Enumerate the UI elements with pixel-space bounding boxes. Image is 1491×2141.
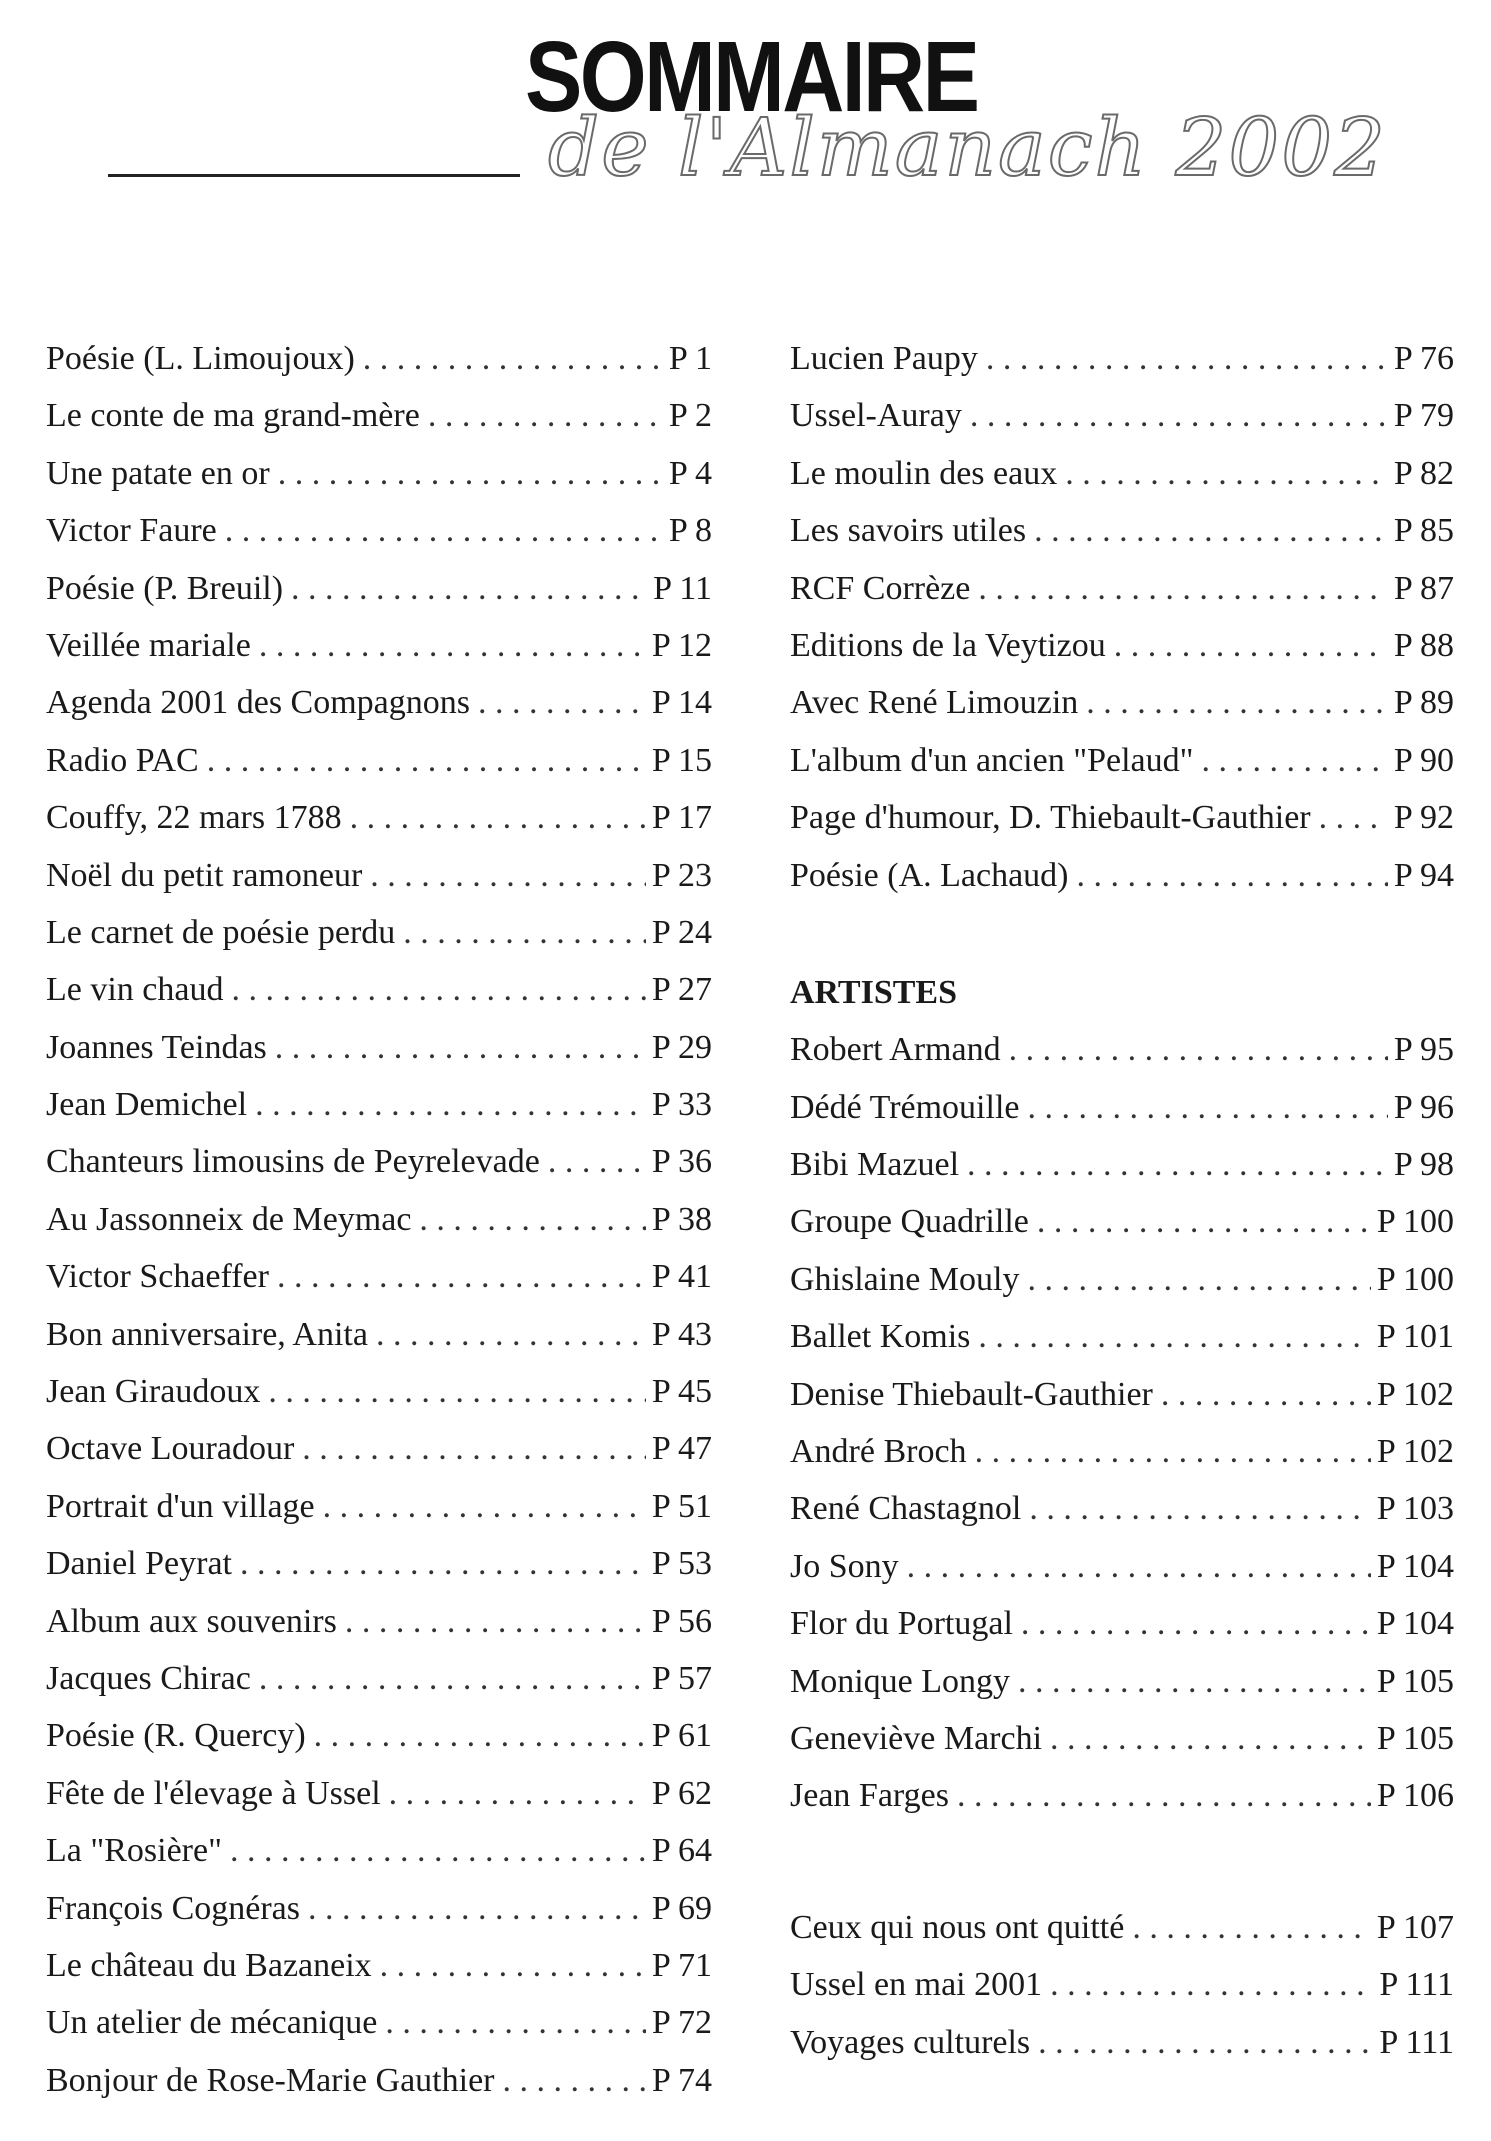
toc-entry-title: Un atelier de mécanique bbox=[46, 2004, 378, 2042]
toc-entry bbox=[46, 1306, 712, 1363]
toc-entry bbox=[790, 617, 1454, 674]
toc-entry-title: Monique Longy bbox=[790, 1662, 1011, 1700]
dot-leader bbox=[363, 330, 663, 387]
toc-final-list bbox=[790, 1899, 1454, 2071]
toc-entry-title: Robert Armand bbox=[790, 1031, 1001, 1069]
toc-entry bbox=[46, 1880, 712, 1937]
toc-entry bbox=[790, 1956, 1454, 2013]
toc-entry-page: P 29 bbox=[651, 1028, 712, 1066]
page-title: SOMMAIRE bbox=[525, 21, 978, 133]
dot-leader bbox=[1050, 1710, 1371, 1767]
toc-entry-page: P 27 bbox=[651, 971, 712, 1009]
toc-entry-title: Le conte de ma grand-mère bbox=[46, 397, 420, 435]
toc-entry-title: Portrait d'un village bbox=[46, 1487, 315, 1525]
toc-entry-title: Ghislaine Mouly bbox=[790, 1260, 1020, 1298]
toc-entry-page: P 64 bbox=[651, 1832, 712, 1870]
toc-entry-title: Victor Schaeffer bbox=[46, 1258, 269, 1296]
toc-entry bbox=[46, 445, 712, 502]
toc-entry-title: Au Jassonneix de Meymac bbox=[46, 1200, 412, 1238]
toc-entry-page: P 23 bbox=[651, 856, 712, 894]
toc-entry bbox=[790, 330, 1454, 387]
toc-entry bbox=[46, 1650, 712, 1707]
toc-entry-title: Une patate en or bbox=[46, 454, 270, 492]
toc-entry-title: Poésie (P. Breuil) bbox=[46, 569, 284, 607]
toc-entry-page: P 53 bbox=[651, 1545, 712, 1583]
toc-entry-page: P 105 bbox=[1376, 1719, 1454, 1757]
toc-entry bbox=[46, 1191, 712, 1248]
dot-leader bbox=[1029, 1480, 1371, 1537]
dot-leader bbox=[1161, 1366, 1371, 1423]
toc-entry-title: Le moulin des eaux bbox=[790, 454, 1058, 492]
toc-entry bbox=[790, 1538, 1454, 1595]
toc-entry-title: Noël du petit ramoneur bbox=[46, 856, 363, 894]
dot-leader bbox=[1037, 1193, 1371, 1250]
toc-entry-page: P 96 bbox=[1393, 1088, 1454, 1126]
toc-entry-title: Ceux qui nous ont quitté bbox=[790, 1908, 1125, 1946]
toc-entry-title: Fête de l'élevage à Ussel bbox=[46, 1774, 381, 1812]
toc-entry-title: Denise Thiebault-Gauthier bbox=[790, 1375, 1153, 1413]
artists-heading: ARTISTES bbox=[790, 973, 957, 1011]
toc-entry-title: Jacques Chirac bbox=[46, 1659, 251, 1697]
toc-entry-title: Jo Sony bbox=[790, 1547, 899, 1585]
toc-entry-page: P 45 bbox=[651, 1373, 712, 1411]
dot-leader bbox=[428, 387, 663, 444]
dot-leader bbox=[970, 387, 1388, 444]
toc-entry bbox=[790, 1136, 1454, 1193]
toc-entry-title: La "Rosière" bbox=[46, 1832, 222, 1870]
toc-entry-title: Bon anniversaire, Anita bbox=[46, 1315, 368, 1353]
dot-leader bbox=[1077, 847, 1388, 904]
dot-leader bbox=[1065, 445, 1388, 502]
toc-entry-page: P 24 bbox=[651, 913, 712, 951]
toc-entry bbox=[790, 560, 1454, 617]
toc-entry-title: Flor du Portugal bbox=[790, 1605, 1013, 1643]
toc-entry-title: Le carnet de poésie perdu bbox=[46, 913, 396, 951]
dot-leader bbox=[1202, 732, 1388, 789]
toc-entry-title: François Cognéras bbox=[46, 1889, 301, 1927]
dot-leader bbox=[1027, 1079, 1387, 1136]
toc-entry bbox=[46, 2052, 712, 2109]
dot-leader bbox=[986, 330, 1388, 387]
dot-leader bbox=[1114, 617, 1388, 674]
toc-entry-page: P 2 bbox=[668, 397, 712, 435]
dot-leader bbox=[978, 1308, 1370, 1365]
dot-leader bbox=[478, 674, 646, 731]
toc-entry-page: P 47 bbox=[651, 1430, 712, 1468]
toc-entry bbox=[790, 732, 1454, 789]
toc-entry-title: RCF Corrèze bbox=[790, 569, 971, 607]
dot-leader bbox=[259, 1650, 646, 1707]
dot-leader bbox=[1132, 1899, 1371, 1956]
toc-entry-title: Les savoirs utiles bbox=[790, 512, 1027, 550]
toc-entry bbox=[46, 1707, 712, 1764]
dot-leader bbox=[230, 1822, 646, 1879]
toc-entry-title: Poésie (A. Lachaud) bbox=[790, 856, 1069, 894]
toc-entry-page: P 76 bbox=[1393, 340, 1454, 377]
toc-entry-page: P 61 bbox=[651, 1717, 712, 1755]
dot-leader bbox=[314, 1707, 646, 1764]
toc-entry-title: André Broch bbox=[790, 1433, 967, 1471]
toc-entry bbox=[790, 387, 1454, 444]
dot-leader bbox=[503, 2052, 646, 2109]
toc-entry bbox=[46, 560, 712, 617]
dot-leader bbox=[255, 1076, 646, 1133]
toc-entry-page: P 56 bbox=[651, 1602, 712, 1640]
dot-leader bbox=[380, 1937, 646, 1994]
toc-entry bbox=[790, 502, 1454, 559]
dot-leader bbox=[350, 789, 646, 846]
dot-leader bbox=[275, 1019, 646, 1076]
toc-entry bbox=[46, 1593, 712, 1650]
toc-entry-title: Veillée mariale bbox=[46, 626, 251, 664]
toc-entry-page: P 111 bbox=[1379, 1966, 1454, 2004]
toc-entry-title: Ussel-Auray bbox=[790, 397, 962, 435]
dot-leader bbox=[1319, 789, 1388, 846]
toc-entry bbox=[790, 1193, 1454, 1250]
toc-entry-title: Voyages culturels bbox=[790, 2023, 1031, 2061]
dot-leader bbox=[302, 1420, 646, 1477]
toc-entry-title: Poésie (L. Limoujoux) bbox=[46, 340, 355, 377]
dot-leader bbox=[1009, 1021, 1388, 1078]
toc-entry-title: Radio PAC bbox=[46, 741, 199, 779]
toc-entry bbox=[790, 1021, 1454, 1078]
dot-leader bbox=[323, 1478, 646, 1535]
page-subtitle: de l'Almanach 2002 bbox=[548, 101, 1388, 194]
toc-entry bbox=[790, 1595, 1454, 1652]
toc-entry bbox=[790, 1079, 1454, 1136]
toc-entry-page: P 8 bbox=[668, 512, 712, 550]
dot-leader bbox=[403, 904, 646, 961]
toc-entry-page: P 11 bbox=[653, 569, 712, 607]
toc-entry-page: P 71 bbox=[651, 1946, 712, 1984]
toc-entry-title: Ussel en mai 2001 bbox=[790, 1966, 1043, 2004]
toc-entry-page: P 100 bbox=[1376, 1203, 1454, 1241]
toc-entry bbox=[46, 1822, 712, 1879]
toc-entry-title: Geneviève Marchi bbox=[790, 1719, 1043, 1757]
toc-entry-page: P 85 bbox=[1393, 512, 1454, 550]
toc-entry-page: P 15 bbox=[651, 741, 712, 779]
toc-entry-title: Avec René Limouzin bbox=[790, 684, 1079, 722]
toc-entry bbox=[790, 1899, 1454, 1956]
toc-entry bbox=[790, 445, 1454, 502]
toc-entry bbox=[46, 1019, 712, 1076]
dot-leader bbox=[385, 1994, 646, 2051]
dot-leader bbox=[268, 1363, 646, 1420]
toc-entry-page: P 41 bbox=[651, 1258, 712, 1296]
toc-entry bbox=[46, 617, 712, 674]
toc-entry-page: P 4 bbox=[668, 454, 712, 492]
toc-artists-list bbox=[790, 1021, 1454, 1824]
toc-entry-page: P 69 bbox=[651, 1889, 712, 1927]
toc-entry-page: P 111 bbox=[1379, 2023, 1454, 2061]
toc-entry-page: P 87 bbox=[1393, 569, 1454, 607]
dot-leader bbox=[967, 1136, 1388, 1193]
toc-entry-page: P 100 bbox=[1376, 1260, 1454, 1298]
toc-entry-page: P 101 bbox=[1376, 1318, 1454, 1356]
toc-entry bbox=[790, 1308, 1454, 1365]
dot-leader bbox=[957, 1767, 1371, 1824]
toc-entry bbox=[790, 674, 1454, 731]
toc-entry bbox=[790, 1710, 1454, 1767]
dot-leader bbox=[259, 617, 646, 674]
toc-entry-title: Couffy, 22 mars 1788 bbox=[46, 799, 342, 837]
toc-entry bbox=[790, 789, 1454, 846]
toc-entry-page: P 38 bbox=[651, 1200, 712, 1238]
toc-entry bbox=[46, 1076, 712, 1133]
toc-entry-title: Le château du Bazaneix bbox=[46, 1946, 372, 1984]
toc-entry-page: P 43 bbox=[651, 1315, 712, 1353]
toc-entry bbox=[46, 1420, 712, 1477]
toc-entry-page: P 36 bbox=[651, 1143, 712, 1181]
toc-entry-page: P 12 bbox=[651, 626, 712, 664]
toc-entry-page: P 88 bbox=[1393, 626, 1454, 664]
toc-entry-page: P 90 bbox=[1393, 741, 1454, 779]
toc-entry-page: P 94 bbox=[1393, 856, 1454, 894]
toc-left-list bbox=[46, 330, 712, 2109]
toc-entry-title: Ballet Komis bbox=[790, 1318, 971, 1356]
toc-entry-title: Jean Demichel bbox=[46, 1086, 248, 1124]
dot-leader bbox=[1018, 1653, 1371, 1710]
toc-entry-title: Bibi Mazuel bbox=[790, 1146, 960, 1184]
toc-entry-page: P 106 bbox=[1376, 1777, 1454, 1815]
toc-entry-title: Album aux souvenirs bbox=[46, 1602, 337, 1640]
toc-entry-page: P 105 bbox=[1376, 1662, 1454, 1700]
dot-leader bbox=[548, 1133, 646, 1190]
dot-leader bbox=[370, 847, 646, 904]
dot-leader bbox=[419, 1191, 645, 1248]
toc-entry-title: Groupe Quadrille bbox=[790, 1203, 1029, 1241]
toc-entry-page: P 98 bbox=[1393, 1146, 1454, 1184]
toc-entry bbox=[46, 1478, 712, 1535]
toc-entry bbox=[790, 1366, 1454, 1423]
toc-entry-title: Agenda 2001 des Compagnons bbox=[46, 684, 471, 722]
dot-leader bbox=[232, 961, 646, 1018]
toc-entry bbox=[46, 789, 712, 846]
toc-entry bbox=[790, 1423, 1454, 1480]
toc-entry-title: Lucien Paupy bbox=[790, 340, 978, 377]
toc-entry bbox=[46, 502, 712, 559]
section-gap bbox=[790, 904, 1454, 964]
toc-entry bbox=[46, 674, 712, 731]
dot-leader bbox=[1034, 502, 1388, 559]
dot-leader bbox=[345, 1593, 646, 1650]
title-rule bbox=[108, 174, 520, 177]
toc-entry bbox=[790, 2014, 1454, 2071]
toc-entry-page: P 102 bbox=[1376, 1433, 1454, 1471]
dot-leader bbox=[1021, 1595, 1371, 1652]
toc-entry-page: P 79 bbox=[1393, 397, 1454, 435]
toc-entry-title: Chanteurs limousins de Peyrelevade bbox=[46, 1143, 540, 1181]
dot-leader bbox=[975, 1423, 1371, 1480]
dot-leader bbox=[240, 1535, 646, 1592]
toc-entry-title: Jean Giraudoux bbox=[46, 1373, 261, 1411]
toc-entry-page: P 14 bbox=[651, 684, 712, 722]
dot-leader bbox=[225, 502, 663, 559]
dot-leader bbox=[389, 1765, 646, 1822]
toc-entry bbox=[790, 847, 1454, 904]
toc-entry-title: Victor Faure bbox=[46, 512, 217, 550]
toc-entry-title: Bonjour de Rose-Marie Gauthier bbox=[46, 2061, 495, 2099]
toc-entry-title: Octave Louradour bbox=[46, 1430, 295, 1468]
toc-entry bbox=[46, 732, 712, 789]
toc-entry-page: P 107 bbox=[1376, 1908, 1454, 1946]
dot-leader bbox=[278, 445, 663, 502]
dot-leader bbox=[277, 1248, 646, 1305]
toc-entry bbox=[790, 1767, 1454, 1824]
dot-leader bbox=[376, 1306, 646, 1363]
toc-entry bbox=[46, 1248, 712, 1305]
toc-entry bbox=[46, 1535, 712, 1592]
toc-right-list bbox=[790, 330, 1454, 904]
toc-entry-page: P 62 bbox=[651, 1774, 712, 1812]
toc-entry bbox=[790, 1653, 1454, 1710]
dot-leader bbox=[1050, 1956, 1373, 2013]
toc-entry-page: P 102 bbox=[1376, 1375, 1454, 1413]
dot-leader bbox=[1027, 1251, 1370, 1308]
toc-entry-page: P 33 bbox=[651, 1086, 712, 1124]
toc-entry-title: Poésie (R. Quercy) bbox=[46, 1717, 306, 1755]
dot-leader bbox=[1038, 2014, 1373, 2071]
toc-entry bbox=[46, 330, 712, 387]
dot-leader bbox=[207, 732, 646, 789]
toc-entry-page: P 89 bbox=[1393, 684, 1454, 722]
dot-leader bbox=[291, 560, 647, 617]
toc-entry bbox=[46, 1937, 712, 1994]
toc-entry bbox=[46, 1363, 712, 1420]
dot-leader bbox=[1086, 674, 1388, 731]
toc-entry-title: L'album d'un ancien "Pelaud" bbox=[790, 741, 1194, 779]
toc-entry-title: Jean Farges bbox=[790, 1777, 949, 1815]
dot-leader bbox=[907, 1538, 1371, 1595]
toc-left-column bbox=[46, 330, 712, 2109]
toc-entry-title: René Chastagnol bbox=[790, 1490, 1022, 1528]
toc-entry-page: P 95 bbox=[1393, 1031, 1454, 1069]
toc-entry bbox=[46, 847, 712, 904]
toc-entry-page: P 17 bbox=[651, 799, 712, 837]
toc-entry bbox=[790, 1480, 1454, 1537]
toc-entry bbox=[46, 1765, 712, 1822]
toc-entry-page: P 92 bbox=[1393, 799, 1454, 837]
toc-entry-title: Page d'humour, D. Thiebault-Gauthier bbox=[790, 799, 1311, 837]
section-gap bbox=[790, 1825, 1454, 1899]
toc-entry-title: Dédé Trémouille bbox=[790, 1088, 1020, 1126]
toc-entry bbox=[46, 904, 712, 961]
toc-entry-page: P 1 bbox=[668, 340, 712, 377]
toc-entry-page: P 57 bbox=[651, 1659, 712, 1697]
toc-entry bbox=[790, 1251, 1454, 1308]
toc-entry-page: P 82 bbox=[1393, 454, 1454, 492]
toc-entry-title: Editions de la Veytizou bbox=[790, 626, 1106, 664]
toc-entry-title: Le vin chaud bbox=[46, 971, 224, 1009]
toc-right-column bbox=[790, 330, 1454, 2071]
toc-entry-page: P 51 bbox=[651, 1487, 712, 1525]
toc-entry bbox=[46, 1133, 712, 1190]
dot-leader bbox=[308, 1880, 646, 1937]
toc-entry bbox=[46, 1994, 712, 2051]
dot-leader bbox=[978, 560, 1387, 617]
toc-entry-page: P 104 bbox=[1376, 1605, 1454, 1643]
toc-entry-page: P 104 bbox=[1376, 1547, 1454, 1585]
toc-entry bbox=[46, 961, 712, 1018]
page-header bbox=[0, 0, 1491, 230]
toc-entry-title: Daniel Peyrat bbox=[46, 1545, 232, 1583]
toc-entry-page: P 72 bbox=[651, 2004, 712, 2042]
toc-entry-page: P 103 bbox=[1376, 1490, 1454, 1528]
toc-entry-page: P 74 bbox=[651, 2061, 712, 2099]
toc-entry bbox=[46, 387, 712, 444]
toc-entry-title: Joannes Teindas bbox=[46, 1028, 267, 1066]
